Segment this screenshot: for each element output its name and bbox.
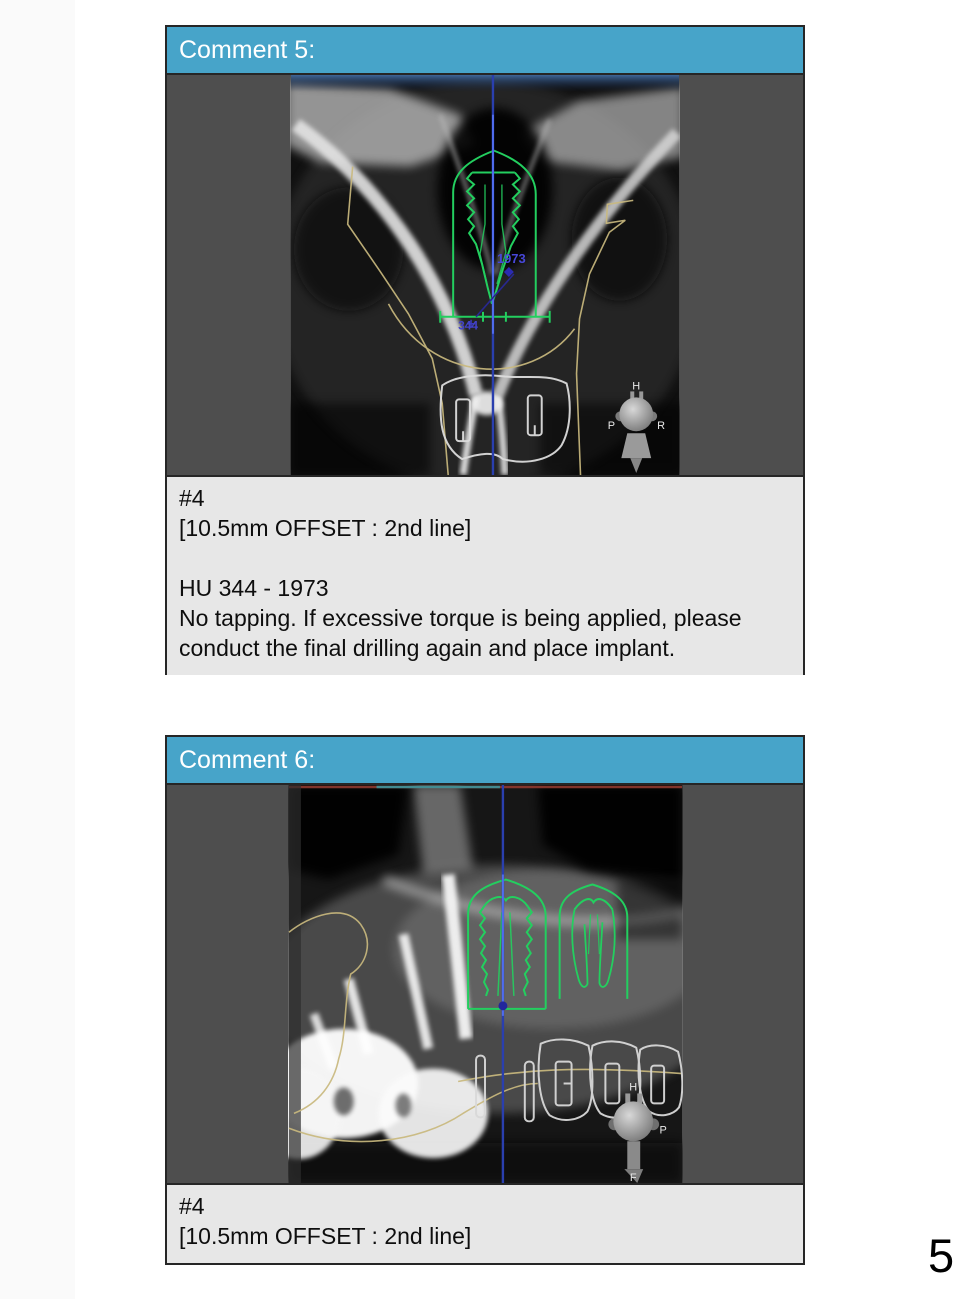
orientation-left-label: P [607,420,616,433]
hu-max-label: 1973 [496,251,526,267]
offset-note: [10.5mm OFFSET : 2nd line] [179,1223,472,1249]
blank-line [179,543,791,573]
apex-marker-icon [498,1001,507,1010]
page-number: 5 [928,1229,955,1282]
offset-note: [10.5mm OFFSET : 2nd line] [179,515,472,541]
comment-header [167,27,803,75]
slice-band [291,75,679,92]
hu-min-label: 344 [458,318,479,333]
orientation-right-label: R [657,420,666,433]
comment-notes [167,475,803,675]
orientation-top-label: H [628,1081,637,1094]
warning-note: No tapping. If excessive torque is being applied, please conduct the final drilling again and place implant. [179,605,742,661]
comment-header [167,737,803,785]
tooth-number: #4 [179,485,205,511]
comment-header-label: Comment 6: [179,745,316,774]
orientation-right-label: P [658,1124,667,1137]
viewer-edge-shade [288,785,300,1183]
orientation-top-label: H [632,380,641,393]
ct-image-coronal [290,75,680,475]
ct-image-sagittal [288,785,683,1183]
page-margin [0,0,75,1299]
comment-panel-6 [165,735,805,1265]
comment-panel-5 [165,25,805,675]
tooth-number: #4 [179,1193,205,1219]
ct-viewer-coronal [167,75,803,475]
hu-range-note: HU 344 - 1973 [179,575,329,601]
orientation-bottom-label: F [629,1172,637,1183]
comment-notes [167,1183,803,1263]
ct-viewer-sagittal [167,785,803,1183]
comment-header-label: Comment 5: [179,35,316,64]
